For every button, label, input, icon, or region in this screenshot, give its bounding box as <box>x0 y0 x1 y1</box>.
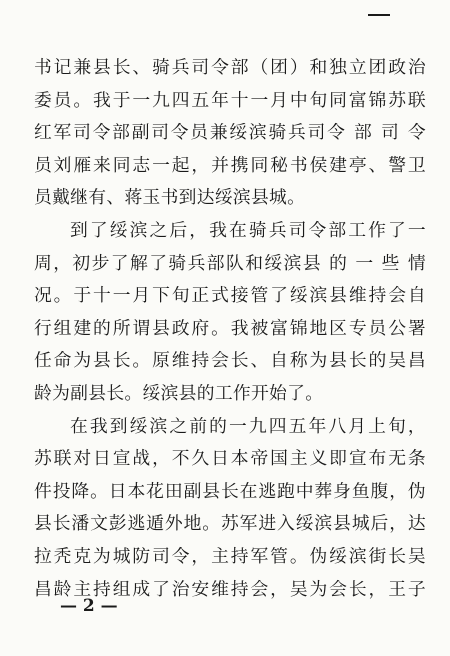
text-line: 在我到绥滨之前的一九四五年八月上旬， <box>70 415 426 437</box>
text-line: 书记兼县长、骑兵司令部（团）和独立团政治 <box>34 57 426 78</box>
top-dash-mark <box>368 14 390 16</box>
text-line: 红军司令部副司令员兼绥滨骑兵司令 部 司 令 <box>34 122 426 144</box>
text-line: 苏联对日宣战，不久日本帝国主义即宣布无条 <box>34 448 426 470</box>
text-line: 件投降。日本花田副县长在逃跑中葬身鱼腹，伪 <box>34 480 426 502</box>
text-line: 况。于十一月下旬正式接管了绥滨县维持会自 <box>34 285 426 307</box>
text-line: 任命为县长。原维持会长、自称为县长的吴昌 <box>34 350 426 372</box>
text-line: 委员。我于一九四五年十一月中旬同富锦苏联 <box>34 89 426 111</box>
text-line: 拉秃克为城防司令，主持军管。伪绥滨街长吴 <box>34 545 426 567</box>
text-line: 员刘雁来同志一起，并携同秘书侯建亭、警卫 <box>34 154 426 176</box>
text-line: 县长潘文彭逃遁外地。苏军进入绥滨县城后，达 <box>34 513 426 535</box>
text-line: 行组建的所谓县政府。我被富锦地区专员公署 <box>34 317 426 339</box>
body-text <box>34 52 426 606</box>
text-line: 员戴继有、蒋玉书到达绥滨县城。 <box>34 187 306 209</box>
text-line: 龄为副县长。绥滨县的工作开始了。 <box>34 382 324 404</box>
page-number: — 2 — <box>60 596 118 616</box>
text-line: 昌龄主持组成了治安维持会，吴为会长，王子 <box>34 578 426 600</box>
text-line: 到了绥滨之后，我在骑兵司令部工作了一 <box>70 219 426 241</box>
text-line: 周，初步了解了骑兵部队和绥滨县 的 一 些 情 <box>34 252 426 274</box>
